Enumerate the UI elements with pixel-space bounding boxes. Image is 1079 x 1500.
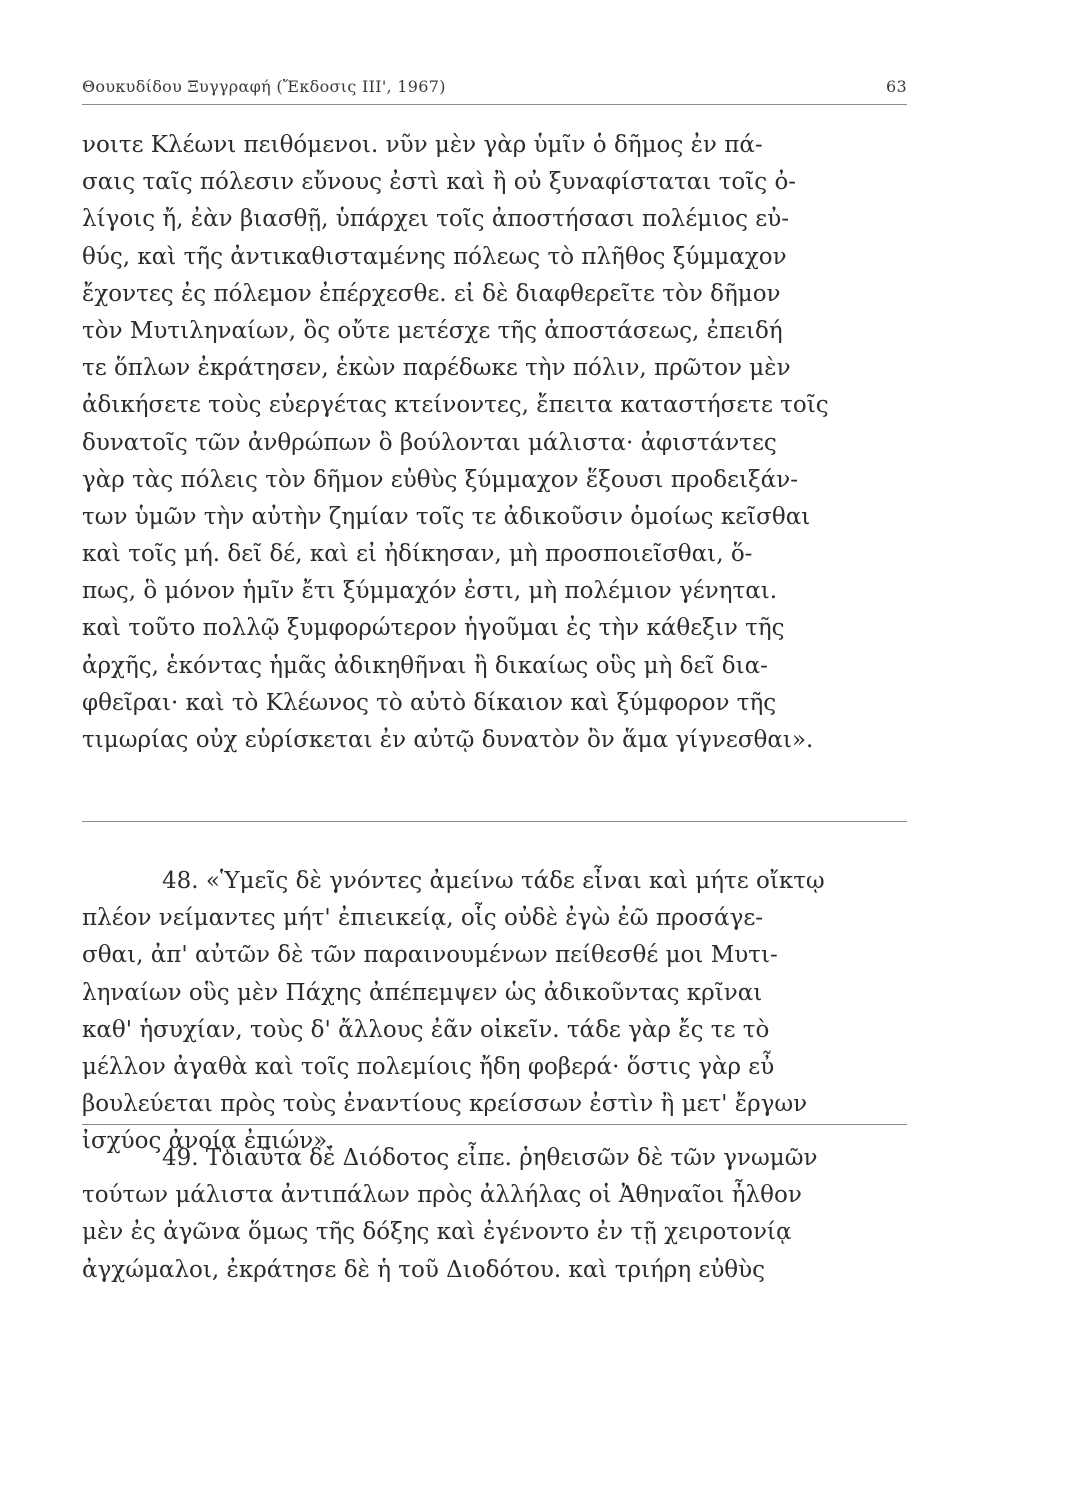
text-line: τούτων μάλιστα ἀντιπάλων πρὸς ἀλλήλας οἱ Ἀθηναῖοι ἦλθον: [82, 1182, 802, 1209]
chapter-49-first-line: 49. Τοιαῦτα δὲ Διόδοτος εἶπε. ῥηθεισῶν δὲ τῶν γνωμῶν: [162, 1145, 818, 1171]
text-line: ληναίων οὓς μὲν Πάχης ἀπέπεμψεν ὡς ἀδικοῦντας κρῖναι: [82, 979, 763, 1006]
section-divider: [82, 1124, 907, 1125]
text-line: καὶ τοῦτο πολλῷ ξυμφορώτερον ἡγοῦμαι ἐς τὴν κάθεξιν τῆς: [82, 615, 785, 642]
section-divider: [82, 821, 907, 822]
text-line: ἔχοντες ἐς πόλεμον ἐπέρχεσθε. εἰ δὲ διαφθερεῖτε τὸν δῆμον: [82, 280, 781, 307]
text-line: λίγοις ἤ, ἐὰν βιασθῇ, ὑπάρχει τοῖς ἀποστήσασι πολέμιος εὐ-: [82, 206, 789, 233]
text-block-speech-end: [82, 127, 912, 759]
running-header: [82, 60, 907, 96]
header-rule: [82, 104, 907, 105]
text-line: νοιτε Κλέωνι πειθόμενοι. νῦν μὲν γὰρ ὑμῖν ὁ δῆμος ἐν πά-: [82, 132, 763, 158]
text-line: ἀρχῆς, ἑκόντας ἡμᾶς ἀδικηθῆναι ἢ δικαίως οὓς μὴ δεῖ δια-: [82, 652, 768, 679]
text-line: βουλεύεται πρὸς τοὺς ἐναντίους κρείσσων ἐστὶν ἢ μετ' ἔργων: [82, 1091, 808, 1118]
text-line: τε ὅπλων ἐκράτησεν, ἑκὼν παρέδωκε τὴν πόλιν, πρῶτον μὲν: [82, 355, 791, 382]
text-block-chapter-48: [82, 863, 912, 1161]
text-block-chapter-49: [82, 1140, 912, 1289]
text-line: πως, ὃ μόνον ἡμῖν ἔτι ξύμμαχόν ἐστι, μὴ πολέμιον γένηται.: [82, 578, 778, 605]
page-number: 63: [886, 77, 907, 96]
text-line: τιμωρίας οὐχ εὑρίσκεται ἐν αὐτῷ δυνατὸν ὂν ἅμα γίγνεσθαι».: [82, 727, 814, 753]
text-line: δυνατοῖς τῶν ἀνθρώπων ὃ βούλονται μάλιστα· ἀφιστάντες: [82, 429, 777, 456]
text-line: σαις ταῖς πόλεσιν εὔνους ἐστὶ καὶ ἢ οὐ ξυναφίσταται τοῖς ὀ-: [82, 169, 797, 196]
text-line: πλέον νείμαντες μήτ' ἐπιεικείᾳ, οἷς οὐδὲ ἐγὼ ἐῶ προσάγε-: [82, 905, 764, 932]
header-title: Θουκυδίδου Ξυγγραφή (Ἔκδοσις ΙΙΙ', 1967): [82, 77, 446, 96]
text-line: ἰσχύος ἀνοίᾳ ἐπιών».: [82, 1128, 335, 1155]
text-line: ἀγχώμαλοι, ἐκράτησε δὲ ἡ τοῦ Διοδότου. καὶ τριήρη εὐθὺς: [82, 1256, 766, 1283]
text-line: μέλλον ἀγαθὰ καὶ τοῖς πολεμίοις ἤδη φοβερά· ὅστις γὰρ εὖ: [82, 1053, 775, 1080]
text-line: των ὑμῶν τὴν αὐτὴν ζημίαν τοῖς τε ἀδικοῦσιν ὁμοίως κεῖσθαι: [82, 503, 811, 530]
text-line: τὸν Μυτιληναίων, ὃς οὔτε μετέσχε τῆς ἀποστάσεως, ἐπειδή: [82, 317, 783, 344]
text-line: σθαι, ἀπ' αὐτῶν δὲ τῶν παραινουμένων πείθεσθέ μοι Μυτι-: [82, 942, 778, 969]
chapter-48-first-line: 48. «Ὑμεῖς δὲ γνόντες ἀμείνω τάδε εἶναι καὶ μήτε οἴκτῳ: [162, 868, 825, 894]
text-line: ἀδικήσετε τοὺς εὐεργέτας κτείνοντες, ἔπειτα καταστήσετε τοῖς: [82, 392, 829, 419]
text-line: καὶ τοῖς μή. δεῖ δέ, καὶ εἰ ἠδίκησαν, μὴ προσποιεῖσθαι, ὅ-: [82, 541, 753, 568]
text-line: καθ' ἡσυχίαν, τοὺς δ' ἄλλους ἐᾶν οἰκεῖν. τάδε γὰρ ἔς τε τὸ: [82, 1016, 770, 1043]
text-line: φθεῖραι· καὶ τὸ Κλέωνος τὸ αὐτὸ δίκαιον καὶ ξύμφορον τῆς: [82, 689, 777, 716]
text-line: θύς, καὶ τῆς ἀντικαθισταμένης πόλεως τὸ πλῆθος ξύμμαχον: [82, 243, 787, 270]
text-line: μὲν ἐς ἀγῶνα ὅμως τῆς δόξης καὶ ἐγένοντο ἐν τῇ χειροτονίᾳ: [82, 1219, 792, 1246]
text-line: γὰρ τὰς πόλεις τὸν δῆμον εὐθὺς ξύμμαχον ἕξουσι προδειξάν-: [82, 466, 798, 493]
